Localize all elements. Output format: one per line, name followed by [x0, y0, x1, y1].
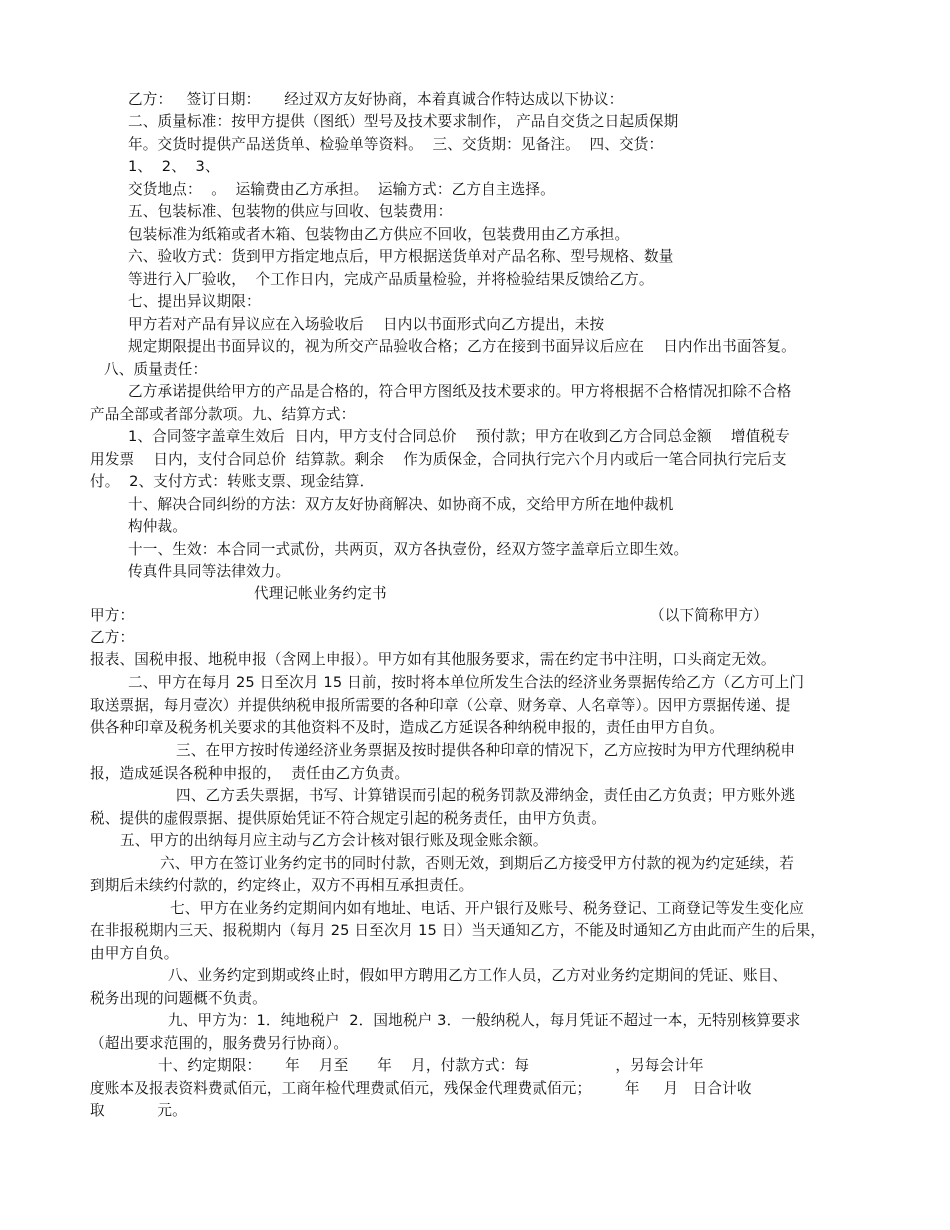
text-line: 八、业务约定到期或终止时，假如甲方聘用乙方工作人员，乙方对业务约定期间的凭证、账目、: [168, 967, 788, 984]
text-line: 七、提出异议期限：: [128, 293, 261, 310]
text-line: 六、验收方式：货到甲方指定地点后，甲方根据送货单对产品名称、型号规格、数量: [128, 248, 674, 265]
text-line: 二、甲方在每月 25 日至次月 15 日前，按时将本单位所发生合法的经济业务票据传给乙方（乙方可上门: [128, 674, 805, 691]
text-line: 在非报税期内三天、报税期内（每月 25 日至次月 15 日）当天通知乙方，不能及时通知乙方由此而产生的后果，: [90, 922, 826, 939]
text-line: 交货地点： 。 运输费由乙方承担。 运输方式：乙方自主选择。: [128, 181, 555, 198]
party-b-label: 乙方：: [90, 629, 135, 646]
text-line: 报，造成延误各税种申报的， 责任由乙方负责。: [90, 765, 410, 782]
text-line: 供各种印章及税务机关要求的其他资料不及时，造成乙方延误各种纳税申报的，责任由甲方自负。: [90, 719, 724, 736]
text-line: 到期后未续约付款的，约定终止，双方不再相互承担责任。: [90, 877, 474, 894]
text-line: 报表、国税申报、地税申报（含网上申报）。甲方如有其他服务要求，需在约定书中注明，口头商定无效。: [90, 651, 776, 668]
text-line: 二、质量标准：按甲方提供（图纸）型号及技术要求制作， 产品自交货之日起质保期: [128, 113, 679, 130]
text-line: 六、甲方在签订业务约定书的同时付款，否则无效，到期后乙方接受甲方付款的视为约定延续，若: [160, 855, 794, 872]
text-line: 产品全部或者部分款项。九、结算方式：: [90, 406, 356, 423]
text-line: 税、提供的虚假票据、提供原始凭证不符合规定引起的税务责任，由甲方负责。: [90, 810, 607, 827]
text-line: 规定期限提出书面异议的，视为所交产品验收合格；乙方在接到书面异议后应在 日内作出书面答复。: [128, 338, 796, 355]
text-line: 用发票 日内，支付合同总价 结算款。剩余 作为质保金，合同执行完六个月内或后一笔合同执行完后支: [90, 451, 787, 468]
text-line: 五、包装标准、包装物的供应与回收、包装费用：: [128, 203, 453, 220]
text-line: 五、甲方的出纳每月应主动与乙方会计核对银行账及现金账余额。: [120, 832, 548, 849]
text-line: 1、合同签字盖章生效后 日内，甲方支付合同总价 预付款；甲方在收到乙方合同总金额 增值税专: [128, 428, 790, 445]
text-line: （超出要求范围的，服务费另行协商）。: [90, 1035, 349, 1052]
text-line: 十一、生效：本合同一式贰份，共两页，双方各执壹份，经双方签字盖章后立即生效。: [128, 541, 689, 558]
text-line: 取送票据，每月壹次）并提供纳税申报所需要的各种印章（公章、财务章、人名章等）。因甲方票据传递、提: [90, 697, 791, 714]
agreement-title: 代理记帐业务约定书: [254, 585, 387, 602]
text-line: 包装标准为纸箱或者木箱、包装物由乙方供应不回收，包装费用由乙方承担。: [128, 226, 630, 243]
text-line: 乙方承诺提供给甲方的产品是合格的，符合甲方图纸及技术要求的。甲方将根据不合格情况扣除不合格: [128, 383, 792, 400]
text-line: 由甲方自负。: [90, 945, 179, 962]
text-line: 乙方： 签订日期： 经过双方友好协商，本着真诚合作特达成以下协议：: [128, 91, 624, 108]
party-a-abbrev: （以下简称甲方）: [650, 607, 768, 624]
text-line: 取 元。: [90, 1102, 187, 1119]
text-line: 七、甲方在业务约定期间内如有地址、电话、开户银行及账号、税务登记、工商登记等发生变化应: [170, 900, 804, 917]
text-line: 甲方若对产品有异议应在入场验收后 日内以书面形式向乙方提出，未按: [128, 316, 605, 333]
party-a-label: 甲方：: [90, 607, 135, 624]
text-line: 十、约定期限： 年 月至 年 月，付款方式：每 ，另每会计年: [158, 1057, 704, 1074]
text-line: 税务出现的问题概不负责。: [90, 990, 267, 1007]
text-line: 九、甲方为：1．纯地税户 2．国地税户 3．一般纳税人，每月凭证不超过一本，无特别核算要求: [168, 1012, 801, 1029]
text-line: 等进行入厂验收， 个工作日内，完成产品质量检验，并将检验结果反馈给乙方。: [128, 271, 654, 288]
text-line: 1、 2、 3、: [128, 158, 220, 175]
section-heading: 八、质量责任：: [104, 361, 208, 378]
text-line: 十、解决合同纠纷的方法：双方友好协商解决、如协商不成，交给甲方所在地仲裁机: [128, 496, 674, 513]
text-line: 四、乙方丢失票据，书写、计算错误而引起的税务罚款及滞纳金，责任由乙方负责；甲方账外逃: [176, 787, 796, 804]
text-line: 度账本及报表资料费贰佰元，工商年检代理费贰佰元，残保金代理费贰佰元； 年 月 日合计收: [90, 1080, 752, 1097]
text-line: 三、在甲方按时传递经济业务票据及按时提供各种印章的情况下，乙方应按时为甲方代理纳税申: [176, 742, 796, 759]
text-line: 付。 2、支付方式：转账支票、现金结算．: [90, 473, 375, 490]
text-line: 构仲裁。: [128, 518, 187, 535]
text-line: 传真件具同等法律效力。: [128, 563, 291, 580]
text-line: 年。交货时提供产品送货单、检验单等资料。 三、交货期：见备注。 四、交货：: [128, 136, 664, 153]
